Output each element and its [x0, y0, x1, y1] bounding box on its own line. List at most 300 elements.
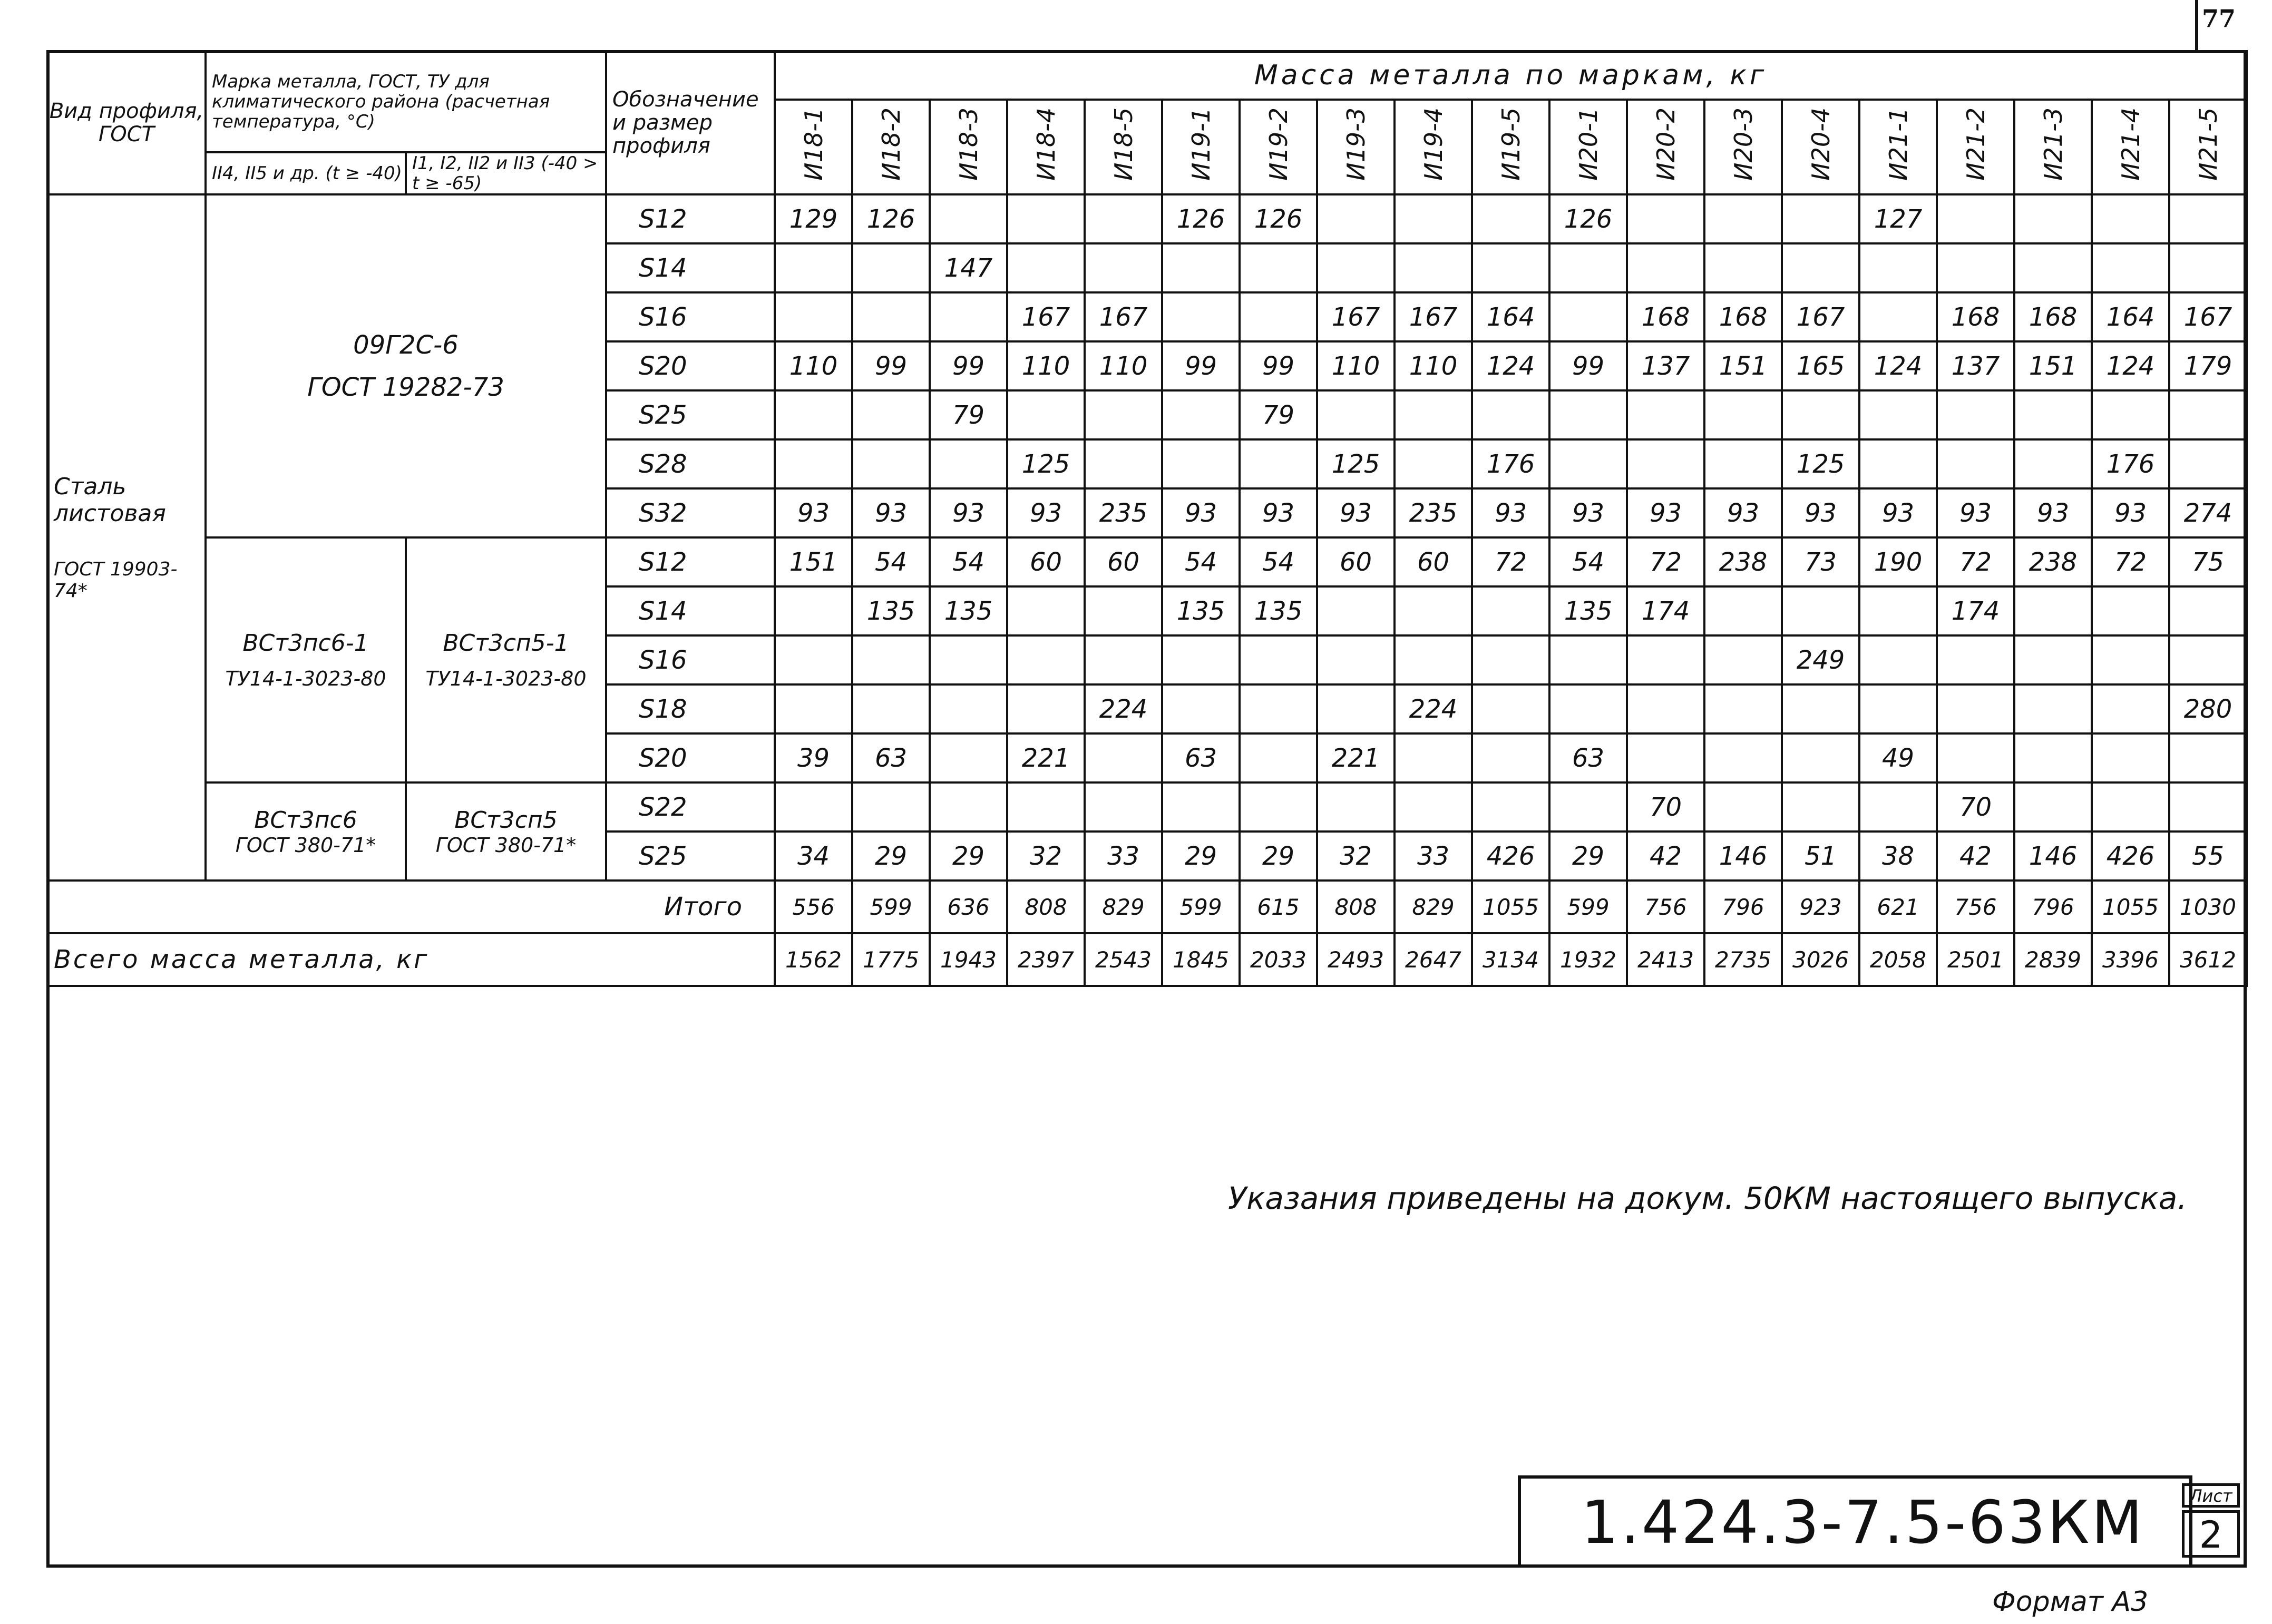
mass-cell	[1395, 782, 1472, 831]
mass-cell	[930, 684, 1007, 733]
mass-cell	[775, 439, 852, 488]
mass-cell	[1549, 292, 1627, 341]
total-cell: 1562	[775, 933, 852, 986]
table-row	[47, 782, 2247, 831]
mass-cell: 221	[1317, 733, 1395, 782]
mass-cell	[1704, 684, 1782, 733]
mass-cell: 146	[2014, 831, 2092, 881]
mark-label: И18-3	[954, 107, 983, 181]
mass-cell: 167	[1007, 292, 1085, 341]
mass-cell	[1317, 243, 1395, 292]
mass-cell: 167	[2169, 292, 2247, 341]
mass-cell	[2169, 390, 2247, 439]
mass-cell: 72	[1627, 537, 1704, 586]
mass-cell: 274	[2169, 488, 2247, 537]
mass-cell	[2014, 243, 2092, 292]
mass-cell	[1007, 243, 1085, 292]
steel-group-name: ВСт3сп5-1	[443, 630, 569, 657]
mass-cell	[1317, 194, 1395, 243]
mass-cell: 168	[1704, 292, 1782, 341]
mass-cell	[775, 292, 852, 341]
subtotal-cell: 808	[1007, 881, 1085, 933]
mass-cell	[1472, 733, 1549, 782]
mass-cell: 93	[1859, 488, 1937, 537]
mark-header	[1627, 100, 1704, 194]
mass-cell: 126	[1549, 194, 1627, 243]
mass-cell	[930, 194, 1007, 243]
subtotal-cell: 829	[1395, 881, 1472, 933]
profile-size: S22	[606, 782, 775, 831]
mass-cell	[1937, 635, 2014, 684]
page-number-divider	[2195, 0, 2198, 50]
mass-cell: 42	[1937, 831, 2014, 881]
mass-cell	[1627, 390, 1704, 439]
mass-cell: 93	[930, 488, 1007, 537]
mass-cell	[852, 684, 930, 733]
total-label: Всего масса металла, кг	[47, 933, 775, 986]
profile-size: S20	[606, 733, 775, 782]
steel-group-name: ВСт3пс6	[254, 806, 357, 834]
mass-cell: 42	[1627, 831, 1704, 881]
mass-cell	[1782, 194, 1859, 243]
mass-cell: 60	[1007, 537, 1085, 586]
mass-cell: 33	[1395, 831, 1472, 881]
mass-cell	[852, 782, 930, 831]
mass-cell	[2014, 586, 2092, 635]
profile-group-cell	[47, 194, 206, 881]
mass-cell	[775, 390, 852, 439]
mass-cell: 125	[1782, 439, 1859, 488]
mass-cell: 167	[1782, 292, 1859, 341]
mark-header	[1937, 100, 2014, 194]
mass-cell	[1704, 586, 1782, 635]
note-text: Указания приведены на докум. 50КМ настоящего выпуска.	[1228, 1180, 2187, 1216]
mass-cell	[1317, 684, 1395, 733]
mark-header	[852, 100, 930, 194]
mass-cell: 176	[1472, 439, 1549, 488]
mass-cell	[2092, 733, 2169, 782]
mass-cell	[1395, 439, 1472, 488]
mark-header	[1317, 100, 1395, 194]
profile-group-line2: листовая	[54, 500, 166, 527]
mass-cell	[1704, 782, 1782, 831]
mass-cell: 126	[852, 194, 930, 243]
mass-cell: 54	[930, 537, 1007, 586]
mass-cell	[2169, 782, 2247, 831]
mark-header	[1395, 100, 1472, 194]
mass-cell	[1937, 439, 2014, 488]
mass-cell: 167	[1085, 292, 1162, 341]
mass-cell	[1704, 390, 1782, 439]
mass-cell	[1627, 243, 1704, 292]
mass-cell	[1859, 684, 1937, 733]
mass-cell	[1472, 243, 1549, 292]
mark-label: И21-4	[2116, 107, 2145, 181]
header-profile-type: Вид профиля, ГОСТ	[47, 51, 206, 194]
mass-cell: 93	[1704, 488, 1782, 537]
mass-cell: 164	[1472, 292, 1549, 341]
mass-cell: 29	[852, 831, 930, 881]
mass-cell	[1549, 243, 1627, 292]
mass-cell	[1085, 243, 1162, 292]
mass-cell	[1472, 586, 1549, 635]
mass-cell	[1704, 733, 1782, 782]
mass-cell: 124	[1472, 341, 1549, 390]
mass-cell	[2092, 243, 2169, 292]
mass-cell	[1162, 782, 1240, 831]
mass-cell	[1085, 586, 1162, 635]
steel-group-g2b	[406, 537, 606, 782]
mark-header	[2169, 100, 2247, 194]
mark-header	[1549, 100, 1627, 194]
mark-header	[930, 100, 1007, 194]
mass-cell: 224	[1395, 684, 1472, 733]
mass-cell: 32	[1007, 831, 1085, 881]
sheet-number: 2	[2182, 1510, 2240, 1558]
subtotal-cell: 599	[852, 881, 930, 933]
mass-cell: 60	[1395, 537, 1472, 586]
mass-cell	[1395, 243, 1472, 292]
mass-cell: 93	[1472, 488, 1549, 537]
mark-header	[1085, 100, 1162, 194]
mass-cell: 235	[1395, 488, 1472, 537]
mass-cell	[1395, 194, 1472, 243]
mass-cell: 34	[775, 831, 852, 881]
mass-cell: 164	[2092, 292, 2169, 341]
mass-cell	[1549, 635, 1627, 684]
profile-size: S16	[606, 292, 775, 341]
mass-cell	[2092, 635, 2169, 684]
mass-cell: 93	[2092, 488, 2169, 537]
total-cell: 2647	[1395, 933, 1472, 986]
subtotal-cell: 829	[1085, 881, 1162, 933]
mass-cell	[1549, 782, 1627, 831]
total-cell: 3396	[2092, 933, 2169, 986]
mass-cell	[2169, 194, 2247, 243]
mass-cell	[1627, 194, 1704, 243]
mass-cell	[852, 635, 930, 684]
mass-cell: 151	[775, 537, 852, 586]
mark-label: И19-2	[1264, 107, 1293, 181]
mass-cell: 426	[2092, 831, 2169, 881]
mass-cell: 72	[1937, 537, 2014, 586]
mark-header	[2092, 100, 2169, 194]
mass-cell: 135	[1240, 586, 1317, 635]
mass-cell	[1162, 635, 1240, 684]
mass-cell: 167	[1395, 292, 1472, 341]
mass-cell	[1782, 733, 1859, 782]
subtotal-cell: 636	[930, 881, 1007, 933]
mass-cell: 110	[1317, 341, 1395, 390]
mark-label: И20-1	[1574, 107, 1603, 181]
total-row	[47, 933, 2247, 986]
mass-cell: 280	[2169, 684, 2247, 733]
mass-cell: 124	[1859, 341, 1937, 390]
mass-cell	[1240, 292, 1317, 341]
mass-cell	[1472, 390, 1549, 439]
mass-cell: 79	[1240, 390, 1317, 439]
mass-cell	[1782, 684, 1859, 733]
mass-cell: 127	[1859, 194, 1937, 243]
mass-cell: 39	[775, 733, 852, 782]
mass-cell	[1317, 586, 1395, 635]
mass-cell	[1627, 684, 1704, 733]
page-number: 77	[2202, 4, 2236, 33]
mass-cell	[1240, 782, 1317, 831]
mass-cell: 93	[2014, 488, 2092, 537]
mass-cell: 176	[2092, 439, 2169, 488]
total-cell: 2735	[1704, 933, 1782, 986]
mass-cell	[1549, 684, 1627, 733]
profile-size: S28	[606, 439, 775, 488]
mass-cell	[930, 292, 1007, 341]
mass-cell: 72	[2092, 537, 2169, 586]
subtotal-cell: 1055	[2092, 881, 2169, 933]
mark-header	[1859, 100, 1937, 194]
mark-label: И19-4	[1419, 107, 1448, 181]
mass-cell: 29	[1162, 831, 1240, 881]
profile-size: S12	[606, 537, 775, 586]
mass-cell: 110	[1007, 341, 1085, 390]
mass-cell	[1549, 439, 1627, 488]
mass-cell	[1007, 684, 1085, 733]
mark-header	[1162, 100, 1240, 194]
mass-cell: 147	[930, 243, 1007, 292]
mass-cell: 93	[1549, 488, 1627, 537]
mark-header	[775, 100, 852, 194]
total-cell: 1845	[1162, 933, 1240, 986]
mass-cell	[1472, 194, 1549, 243]
mass-cell: 33	[1085, 831, 1162, 881]
mass-cell: 93	[852, 488, 930, 537]
mass-cell	[1859, 586, 1937, 635]
mass-cell	[775, 586, 852, 635]
profile-size: S12	[606, 194, 775, 243]
mass-cell	[1317, 390, 1395, 439]
mass-cell	[2092, 684, 2169, 733]
subtotal-cell: 756	[1627, 881, 1704, 933]
mass-cell	[1859, 292, 1937, 341]
header-designation: Обозначение и размер профиля	[606, 51, 775, 194]
mass-cell: 224	[1085, 684, 1162, 733]
mass-cell	[852, 390, 930, 439]
mass-cell	[1240, 635, 1317, 684]
mass-cell: 249	[1782, 635, 1859, 684]
sheet-label: Лист	[2182, 1483, 2240, 1508]
profile-size: S14	[606, 586, 775, 635]
mass-cell	[1782, 243, 1859, 292]
total-cell: 2413	[1627, 933, 1704, 986]
mass-cell: 49	[1859, 733, 1937, 782]
mass-cell: 60	[1317, 537, 1395, 586]
mass-cell	[1240, 439, 1317, 488]
total-cell: 1775	[852, 933, 930, 986]
mass-cell	[930, 439, 1007, 488]
mark-label: И18-4	[1031, 107, 1060, 181]
mark-label: И18-5	[1109, 107, 1138, 181]
mass-cell: 135	[1549, 586, 1627, 635]
mass-cell: 75	[2169, 537, 2247, 586]
mark-label: И21-2	[1961, 107, 1990, 181]
mass-cell: 93	[1162, 488, 1240, 537]
mass-cell	[1937, 733, 2014, 782]
subtotal-cell: 796	[2014, 881, 2092, 933]
mass-cell	[1240, 684, 1317, 733]
mass-cell: 151	[2014, 341, 2092, 390]
subtotal-label: Итого	[47, 881, 775, 933]
mass-cell: 168	[2014, 292, 2092, 341]
mass-cell: 426	[1472, 831, 1549, 881]
mass-cell: 93	[1627, 488, 1704, 537]
mark-header	[2014, 100, 2092, 194]
mass-cell	[1782, 782, 1859, 831]
mass-cell: 99	[1162, 341, 1240, 390]
header-region-b: I1, I2, II2 и II3 (-40 > t ≥ -65)	[406, 152, 606, 194]
mass-cell	[1937, 684, 2014, 733]
total-cell: 2397	[1007, 933, 1085, 986]
mass-cell	[1937, 194, 2014, 243]
mass-cell: 179	[2169, 341, 2247, 390]
mass-cell	[2169, 586, 2247, 635]
mass-cell: 125	[1007, 439, 1085, 488]
mass-cell: 151	[1704, 341, 1782, 390]
mass-cell: 72	[1472, 537, 1549, 586]
mass-cell	[1085, 782, 1162, 831]
mass-cell: 168	[1627, 292, 1704, 341]
mark-header	[1782, 100, 1859, 194]
mass-cell: 110	[1395, 341, 1472, 390]
mass-cell: 73	[1782, 537, 1859, 586]
mass-cell	[2014, 733, 2092, 782]
mass-cell	[2014, 194, 2092, 243]
mass-cell	[1782, 586, 1859, 635]
mass-cell	[1627, 733, 1704, 782]
mass-cell: 125	[1317, 439, 1395, 488]
mass-cell	[1627, 439, 1704, 488]
subtotal-cell: 599	[1549, 881, 1627, 933]
mass-cell: 135	[852, 586, 930, 635]
mass-cell: 93	[1937, 488, 2014, 537]
mass-cell	[2014, 635, 2092, 684]
table-row	[47, 194, 2247, 243]
mass-cell	[775, 635, 852, 684]
header-steel-grade: Марка металла, ГОСТ, ТУ для климатического района (расчетная температура, °С)	[206, 51, 606, 152]
mass-cell: 32	[1317, 831, 1395, 881]
mass-cell: 137	[1937, 341, 2014, 390]
mass-cell: 235	[1085, 488, 1162, 537]
metal-mass-table	[46, 50, 2248, 987]
mark-label: И20-4	[1806, 107, 1835, 181]
mass-cell: 165	[1782, 341, 1859, 390]
mass-cell	[930, 635, 1007, 684]
mass-cell: 54	[1162, 537, 1240, 586]
total-cell: 3134	[1472, 933, 1549, 986]
mark-label: И20-2	[1651, 107, 1680, 181]
mass-cell	[1859, 439, 1937, 488]
subtotal-cell: 615	[1240, 881, 1317, 933]
steel-group-standard: ТУ14-1-3023-80	[425, 667, 587, 690]
mass-cell	[1007, 586, 1085, 635]
mass-cell	[1472, 635, 1549, 684]
mass-cell: 54	[1549, 537, 1627, 586]
mass-cell	[1240, 733, 1317, 782]
subtotal-cell: 556	[775, 881, 852, 933]
subtotal-cell: 923	[1782, 881, 1859, 933]
mass-cell	[1472, 782, 1549, 831]
mass-cell	[2169, 635, 2247, 684]
mass-cell: 63	[1549, 733, 1627, 782]
total-cell: 3026	[1782, 933, 1859, 986]
mass-cell	[1549, 390, 1627, 439]
mass-cell: 63	[1162, 733, 1240, 782]
mass-cell: 124	[2092, 341, 2169, 390]
mark-label: И19-5	[1496, 107, 1525, 181]
mass-cell: 135	[1162, 586, 1240, 635]
mass-cell: 93	[1240, 488, 1317, 537]
subtotal-cell: 1030	[2169, 881, 2247, 933]
mass-cell	[775, 782, 852, 831]
mass-cell	[1162, 684, 1240, 733]
profile-size: S16	[606, 635, 775, 684]
mark-header	[1704, 100, 1782, 194]
mass-cell	[2092, 782, 2169, 831]
subtotal-cell: 756	[1937, 881, 2014, 933]
mass-cell: 129	[775, 194, 852, 243]
mass-cell	[1007, 194, 1085, 243]
mass-cell: 93	[1317, 488, 1395, 537]
mass-cell: 60	[1085, 537, 1162, 586]
total-cell: 2033	[1240, 933, 1317, 986]
mass-cell: 167	[1317, 292, 1395, 341]
mass-cell	[1395, 635, 1472, 684]
table-row	[47, 537, 2247, 586]
mass-cell: 54	[852, 537, 930, 586]
mass-cell: 55	[2169, 831, 2247, 881]
mass-cell: 79	[930, 390, 1007, 439]
steel-group-standard: ГОСТ 380-71*	[235, 833, 376, 857]
mass-cell: 146	[1704, 831, 1782, 881]
mass-cell: 93	[1782, 488, 1859, 537]
mass-cell: 221	[1007, 733, 1085, 782]
profile-size: S20	[606, 341, 775, 390]
mass-cell	[2169, 243, 2247, 292]
mass-cell	[852, 292, 930, 341]
mass-cell: 51	[1782, 831, 1859, 881]
mass-cell	[775, 684, 852, 733]
mark-label: И21-5	[2193, 107, 2222, 181]
total-cell: 2058	[1859, 933, 1937, 986]
mass-cell: 38	[1859, 831, 1937, 881]
mass-cell	[1007, 635, 1085, 684]
mark-header	[1472, 100, 1549, 194]
mark-label: И19-1	[1186, 107, 1215, 181]
mass-cell	[1007, 390, 1085, 439]
mass-cell: 110	[775, 341, 852, 390]
mass-cell: 238	[1704, 537, 1782, 586]
mass-cell	[1085, 733, 1162, 782]
mass-cell: 29	[930, 831, 1007, 881]
mass-cell	[2169, 439, 2247, 488]
mass-cell: 93	[1007, 488, 1085, 537]
mass-cell	[1937, 243, 2014, 292]
header-region-a: II4, II5 и др. (t ≥ -40)	[206, 152, 406, 194]
steel-group-name: ВСт3пс6-1	[242, 630, 369, 657]
mark-label: И18-2	[876, 107, 905, 181]
mass-cell	[2014, 439, 2092, 488]
steel-group-name: ВСт3сп5	[454, 806, 558, 834]
steel-group-standard: ТУ14-1-3023-80	[225, 667, 386, 690]
mass-cell: 63	[852, 733, 930, 782]
